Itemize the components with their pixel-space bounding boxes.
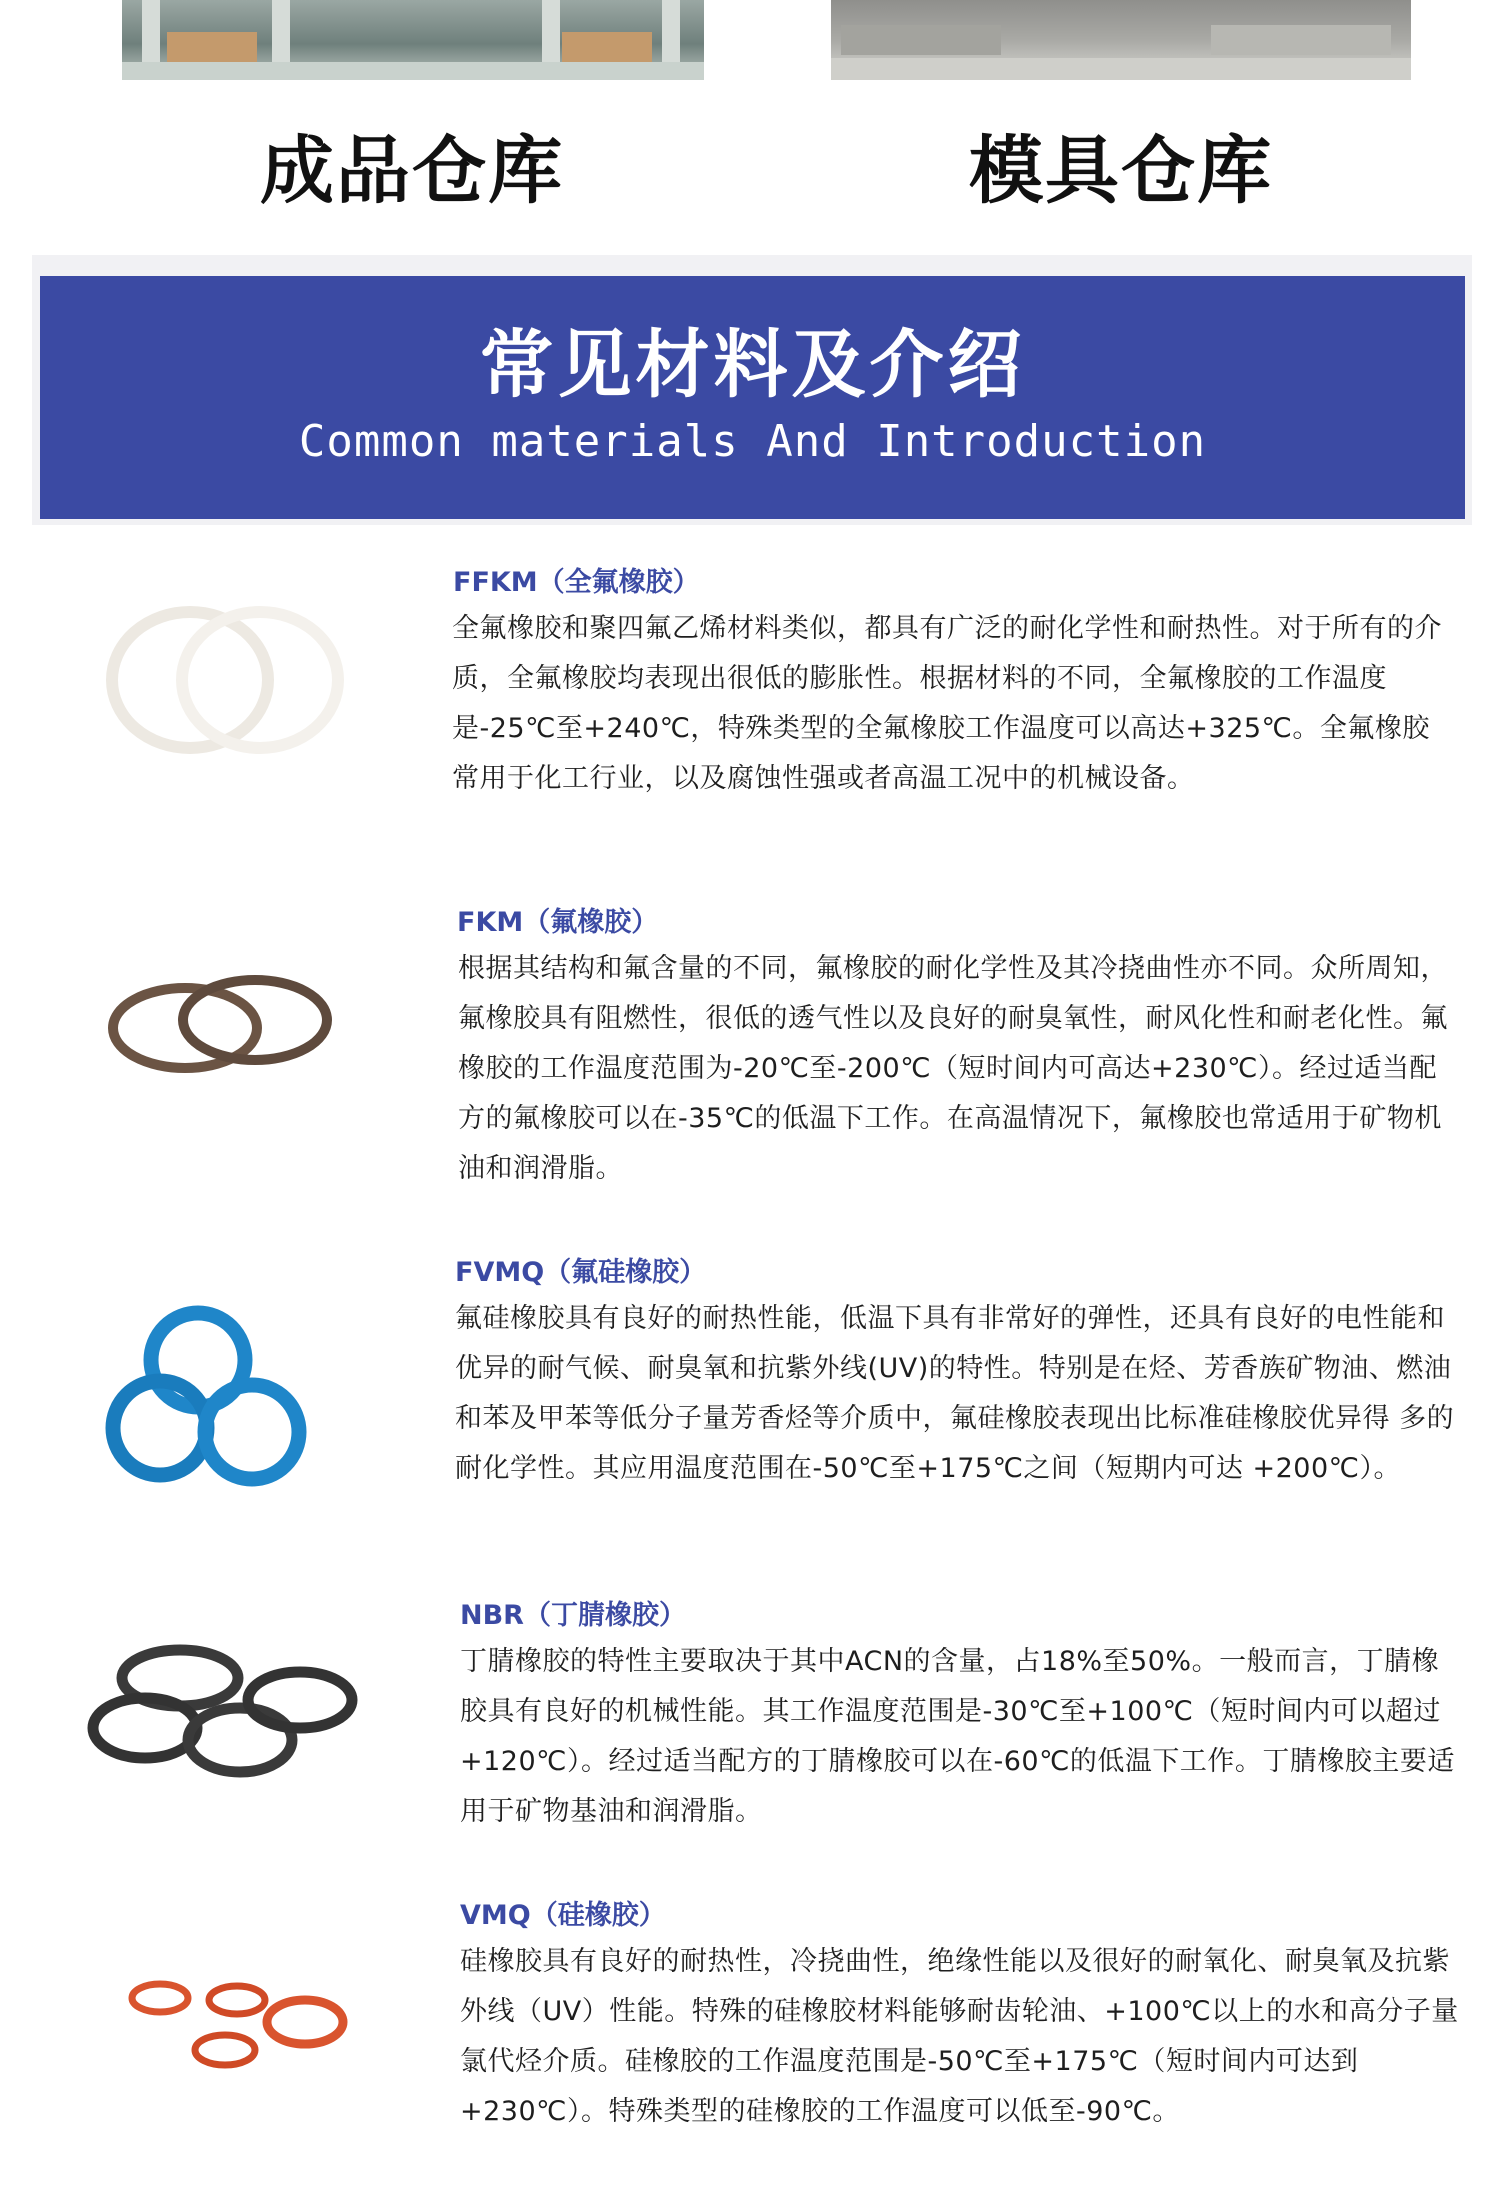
vmq-oring-image xyxy=(125,1970,350,2090)
material-title-nbr: NBR（丁腈橡胶） xyxy=(460,1600,686,1631)
ffkm-ring-right xyxy=(182,612,338,748)
fvmq-oring-image xyxy=(100,1300,330,1500)
nbr-oring-image xyxy=(85,1640,365,1790)
material-description-fkm: 根据其结构和氟含量的不同，氟橡胶的耐化学性及其冷挠曲性亦不同。众所周知，氟橡胶具有阻燃性，很低的透气性以及良好的耐臭氧性，耐风化性和耐老化性。氟橡胶的工作温度范围为-20℃至-200℃（短时间内可高达+230℃）。经过适当配方的氟橡胶可以在-35℃的低温下工作。在高温情况下，氟橡胶也常适用于矿物机油和润滑脂。 xyxy=(458,953,1448,1184)
material-title-ffkm: FFKM（全氟橡胶） xyxy=(453,567,700,598)
finished-goods-warehouse-label: 成品仓库 xyxy=(260,128,564,214)
vmq-ring-4 xyxy=(195,2035,255,2065)
nbr-ring-4 xyxy=(248,1672,352,1728)
banner-subtitle: Common materials And Introduction xyxy=(298,416,1207,467)
vmq-ring-3 xyxy=(267,2000,343,2044)
material-description-fvmq: 氟硅橡胶具有良好的耐热性能，低温下具有非常好的弹性，还具有良好的电性能和优异的耐气候、耐臭氧和抗紫外线(UV)的特性。特别是在烃、芳香族矿物油、燃油和苯及甲苯等低分子量芳香烃等介质中，氟硅橡胶表现出比标准硅橡胶优异得 多的耐化学性。其应用温度范围在-50℃至+175℃之间（短期内可达 +200℃）。 xyxy=(455,1303,1455,1484)
fvmq-ring-right xyxy=(205,1385,299,1479)
section-banner xyxy=(40,276,1465,519)
vmq-ring-2 xyxy=(209,1986,265,2014)
fkm-oring-image xyxy=(100,970,340,1090)
material-description-ffkm: 全氟橡胶和聚四氟乙烯材料类似，都具有广泛的耐化学性和耐热性。对于所有的介质，全氟橡胶均表现出很低的膨胀性。根据材料的不同，全氟橡胶的工作温度是-25℃至+240℃，特殊类型的全氟橡胶工作温度可以高达+325℃。全氟橡胶常用于化工行业，以及腐蚀性强或者高温工况中的机械设备。 xyxy=(452,613,1442,794)
finished-goods-warehouse-photo xyxy=(122,0,704,80)
ffkm-ring-left xyxy=(112,612,268,748)
nbr-ring-3 xyxy=(188,1708,292,1772)
material-description-vmq: 硅橡胶具有良好的耐热性，冷挠曲性，绝缘性能以及很好的耐氧化、耐臭氧及抗紫外线（UV）性能。特殊的硅橡胶材料能够耐齿轮油、+100℃以上的水和高分子量氯代烃介质。硅橡胶的工作温度范围是-50℃至+175℃（短时间内可达到+230℃）。特殊类型的硅橡胶的工作温度可以低至-90℃。 xyxy=(460,1946,1459,2127)
mold-warehouse-label: 模具仓库 xyxy=(969,128,1273,214)
material-title-fkm: FKM（氟橡胶） xyxy=(457,907,659,938)
material-title-fvmq: FVMQ（氟硅橡胶） xyxy=(455,1257,707,1288)
nbr-ring-2 xyxy=(93,1698,197,1758)
vmq-ring-1 xyxy=(132,1984,188,2012)
banner-title: 常见材料及介绍 xyxy=(479,322,1026,408)
material-description-nbr: 丁腈橡胶的特性主要取决于其中ACN的含量，占18%至50%。一般而言，丁腈橡胶具有良好的机械性能。其工作温度范围是-30℃至+100℃（短时间内可以超过+120℃）。经过适当配方的丁腈橡胶可以在-60℃的低温下工作。丁腈橡胶主要适用于矿物基油和润滑脂。 xyxy=(460,1646,1455,1827)
material-title-vmq: VMQ（硅橡胶） xyxy=(460,1900,666,1931)
ffkm-oring-image xyxy=(95,595,365,765)
mold-warehouse-photo xyxy=(831,0,1411,80)
